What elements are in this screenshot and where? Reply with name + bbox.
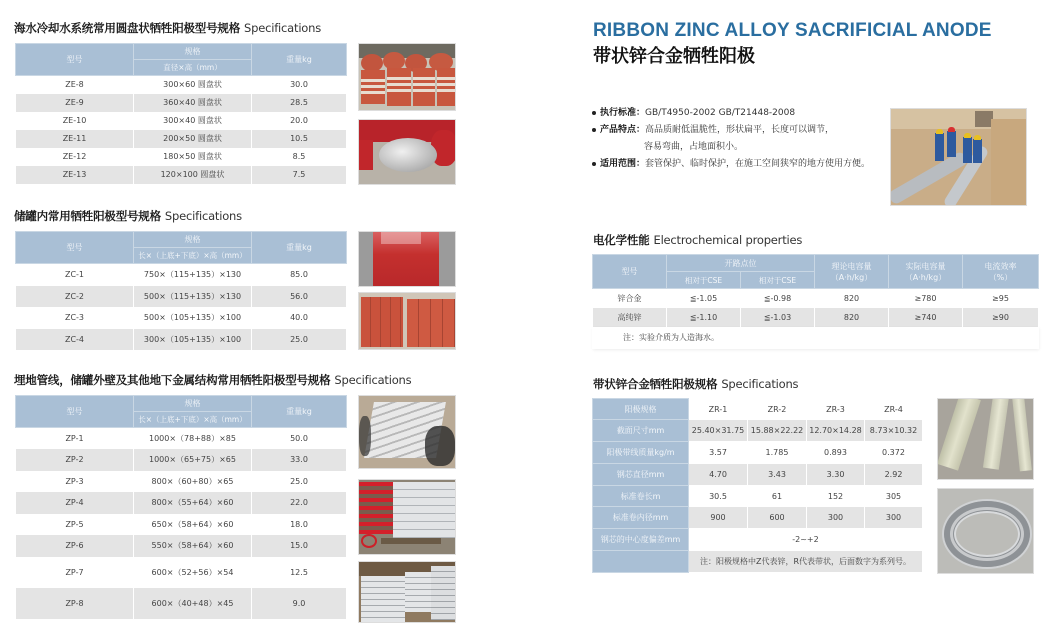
cell-weight: 30.0 <box>252 76 347 94</box>
cell-spec: 180×50 圆盘状 <box>134 148 252 166</box>
header-ocp: 开路点位 <box>667 255 815 272</box>
aluminum-disc-anode-photo <box>358 119 456 185</box>
header-model-zr4: ZR-4 <box>865 399 923 420</box>
cell-model: ZE-11 <box>16 130 134 148</box>
row-label: 截面尺寸mm <box>593 420 689 442</box>
feature-list <box>592 105 870 173</box>
cell-ocp-b: ≦-0.98 <box>741 289 815 308</box>
cell-weight: 8.5 <box>252 148 347 166</box>
section-title-tank-anodes <box>14 208 242 224</box>
cell: 305 <box>865 486 923 507</box>
cell-spec: 600×（40+48）×45 <box>134 588 252 619</box>
zinc-anodes-with-red-cables-photo <box>358 479 456 555</box>
cell-model: ZC-3 <box>16 307 134 329</box>
section-title-cn: 储罐内常用牺牲阳极型号规格 <box>14 209 161 223</box>
feature-characteristics <box>592 122 870 139</box>
stacked-red-disc-anodes-photo <box>358 43 456 111</box>
cell: 0.372 <box>865 442 923 464</box>
feature-standard <box>592 105 870 122</box>
section-title-cn: 埋地管线，储罐外壁及其他地下金属结构常用牺牲阳极型号规格 <box>14 373 331 387</box>
table-row <box>16 492 347 514</box>
section-title-cn: 带状锌合金牺牲阳极规格 <box>593 377 718 391</box>
table-note-row <box>593 551 923 573</box>
cell-model: ZE-12 <box>16 148 134 166</box>
cell: 152 <box>807 486 865 507</box>
feature-characteristics-cont <box>592 139 870 156</box>
cell-spec: 1000×（78+88）×85 <box>134 428 252 449</box>
header-spec-sub: 长×（上底+下底）×高（mm） <box>134 248 252 264</box>
section-title-en: Specifications <box>164 209 242 223</box>
table-note-row <box>593 327 1039 349</box>
cell-deviation: -2~+2 <box>689 529 923 551</box>
cell-spec: 800×（60+80）×65 <box>134 471 252 492</box>
feature-value: 容易弯曲，占地面积小。 <box>644 142 744 152</box>
bullet-icon <box>592 162 596 166</box>
cell-model: ZP-3 <box>16 471 134 492</box>
header-label: 理论电容量 <box>831 261 872 271</box>
cell-efficiency: ≥95 <box>963 289 1039 308</box>
header-weight: 重量kg <box>252 232 347 264</box>
buried-anode-spec-table <box>15 395 347 619</box>
table-row <box>16 329 347 350</box>
cell-model: ZC-2 <box>16 286 134 307</box>
table-row <box>593 507 923 529</box>
row-label-empty <box>593 551 689 573</box>
table-row <box>16 535 347 557</box>
cell: 12.70×14.28 <box>807 420 865 442</box>
table-row <box>16 514 347 535</box>
cell-actual: ≥740 <box>889 308 963 327</box>
cell-spec: 360×40 圆盘状 <box>134 94 252 112</box>
header-model: 型号 <box>593 255 667 289</box>
header-label: 电流效率 <box>984 261 1017 271</box>
cell-weight: 22.0 <box>252 492 347 514</box>
cell-spec: 500×（115+135）×130 <box>134 286 252 307</box>
cell-weight: 18.0 <box>252 514 347 535</box>
cell-weight: 25.0 <box>252 471 347 492</box>
section-title-disc-anodes <box>14 20 321 36</box>
stacked-zinc-anodes-with-cables-photo <box>358 395 456 469</box>
table-note: 注：阳极规格中Z代表锌，R代表带状，后面数字为系列号。 <box>689 551 923 573</box>
header-ocp-b: 相对于CSE <box>741 272 815 289</box>
header-spec: 规格 <box>134 232 252 248</box>
cell-spec: 200×50 圆盘状 <box>134 130 252 148</box>
cell-model: ZP-6 <box>16 535 134 557</box>
cell: 4.70 <box>689 464 748 486</box>
section-title-en: Electrochemical properties <box>653 233 803 247</box>
header-spec-sub: 长×（上底+下底）×高（mm） <box>134 412 252 428</box>
product-title-cn: 带状锌合金牺牲阳极 <box>593 46 755 67</box>
cell-model: ZE-9 <box>16 94 134 112</box>
table-row <box>16 148 347 166</box>
table-row <box>16 112 347 130</box>
header-unit: （A·h/kg） <box>830 272 873 282</box>
cell-spec: 300×60 圆盘状 <box>134 76 252 94</box>
row-label: 钢芯直径mm <box>593 464 689 486</box>
table-row <box>593 420 923 442</box>
cell-weight: 10.5 <box>252 130 347 148</box>
cell-weight: 40.0 <box>252 307 347 329</box>
feature-key: 执行标准： <box>600 108 646 118</box>
cell-weight: 33.0 <box>252 449 347 471</box>
cell-weight: 7.5 <box>252 166 347 184</box>
product-title-en: RIBBON ZINC ALLOY SACRIFICIAL ANODE <box>593 20 992 41</box>
header-theoretical-capacity <box>815 255 889 289</box>
cell: 8.73×10.32 <box>865 420 923 442</box>
table-row <box>593 289 1039 308</box>
table-row <box>593 529 923 551</box>
header-actual-capacity <box>889 255 963 289</box>
table-row <box>593 486 923 507</box>
feature-value: 套管保护、临时保护，在施工空间狭窄的地方使用方便。 <box>645 159 871 169</box>
cell-theoretical: 820 <box>815 289 889 308</box>
ribbon-anode-bars-photo <box>937 398 1034 480</box>
header-label: 实际电容量 <box>905 261 946 271</box>
table-row <box>16 166 347 184</box>
cell-weight: 28.5 <box>252 94 347 112</box>
header-unit: （%） <box>988 272 1013 282</box>
cell-model: ZE-13 <box>16 166 134 184</box>
table-row <box>16 557 347 588</box>
header-weight: 重量kg <box>252 44 347 76</box>
cell-spec: 1000×（65+75）×65 <box>134 449 252 471</box>
cell-spec: 500×（105+135）×100 <box>134 307 252 329</box>
section-title-cn: 海水冷却水系统常用圆盘状牺牲阳极型号规格 <box>14 21 240 35</box>
cell-weight: 12.5 <box>252 557 347 588</box>
header-spec: 规格 <box>134 396 252 412</box>
table-row <box>16 449 347 471</box>
feature-key: 产品特点： <box>600 125 646 135</box>
cell-weight: 56.0 <box>252 286 347 307</box>
table-row <box>593 308 1039 327</box>
cell-model: ZE-10 <box>16 112 134 130</box>
cell-model: ZP-2 <box>16 449 134 471</box>
cell: 61 <box>748 486 807 507</box>
table-row <box>16 264 347 286</box>
table-header-row <box>593 399 923 420</box>
cell-weight: 50.0 <box>252 428 347 449</box>
cell-actual: ≥780 <box>889 289 963 308</box>
bullet-icon <box>592 128 596 132</box>
header-model: 型号 <box>16 44 134 76</box>
row-label: 钢芯的中心度偏差mm <box>593 529 689 551</box>
header-spec-sub: 直径×高（mm） <box>134 60 252 76</box>
table-note: 注：实验介质为人造海水。 <box>593 327 1039 349</box>
table-row <box>16 588 347 619</box>
feature-value: GB/T4950-2002 GB/T21448-2008 <box>645 108 796 118</box>
tank-anode-spec-table <box>15 231 347 350</box>
feature-key: 适用范围： <box>600 159 646 169</box>
header-weight: 重量kg <box>252 396 347 428</box>
header-model-zr1: ZR-1 <box>689 399 748 420</box>
table-row <box>16 307 347 329</box>
cell-efficiency: ≥90 <box>963 308 1039 327</box>
cell-model: 锌合金 <box>593 289 667 308</box>
section-title-en: Specifications <box>334 373 412 387</box>
cell-spec: 300×（105+135）×100 <box>134 329 252 350</box>
electrochemical-properties-table <box>592 254 1039 349</box>
table-row <box>16 76 347 94</box>
header-anode-spec: 阳极规格 <box>593 399 689 420</box>
cell: 3.30 <box>807 464 865 486</box>
cell-spec: 800×（55+64）×60 <box>134 492 252 514</box>
table-row <box>593 464 923 486</box>
cell-weight: 9.0 <box>252 588 347 619</box>
cell-spec: 650×（58+64）×60 <box>134 514 252 535</box>
header-unit: （A·h/kg） <box>904 272 947 282</box>
row-label: 标准卷长m <box>593 486 689 507</box>
section-title-cn: 电化学性能 <box>593 233 650 247</box>
cell-spec: 300×40 圆盘状 <box>134 112 252 130</box>
cell-model: ZP-4 <box>16 492 134 514</box>
section-title-electrochemical <box>593 232 802 248</box>
cell: 3.57 <box>689 442 748 464</box>
palletized-zinc-anodes-photo <box>358 561 456 623</box>
header-current-efficiency <box>963 255 1039 289</box>
cell: 3.43 <box>748 464 807 486</box>
cell: 2.92 <box>865 464 923 486</box>
cell-weight: 20.0 <box>252 112 347 130</box>
cell: 900 <box>689 507 748 529</box>
ribbon-anode-coil-photo <box>937 488 1034 574</box>
cell: 300 <box>865 507 923 529</box>
cell-weight: 85.0 <box>252 264 347 286</box>
cell-model: ZC-1 <box>16 264 134 286</box>
cell-ocp-a: ≦-1.05 <box>667 289 741 308</box>
row-label: 阳极带线质量kg/m <box>593 442 689 464</box>
table-row <box>16 130 347 148</box>
table-row <box>16 471 347 492</box>
feature-value: 高品质耐低温脆性，形状扁平，长度可以调节， <box>645 125 835 135</box>
cell-model: 高纯锌 <box>593 308 667 327</box>
cell: 15.88×22.22 <box>748 420 807 442</box>
cell-model: ZP-1 <box>16 428 134 449</box>
cell-spec: 750×（115+135）×130 <box>134 264 252 286</box>
cell: 25.40×31.75 <box>689 420 748 442</box>
section-title-buried-anodes <box>14 372 411 388</box>
cell-model: ZP-8 <box>16 588 134 619</box>
table-row <box>16 286 347 307</box>
section-title-ribbon-spec <box>593 376 798 392</box>
cell: 1.785 <box>748 442 807 464</box>
cell-model: ZE-8 <box>16 76 134 94</box>
feature-application <box>592 156 870 173</box>
red-bar-anodes-photo <box>358 231 456 287</box>
cell-model: ZP-5 <box>16 514 134 535</box>
cell-weight: 25.0 <box>252 329 347 350</box>
header-model: 型号 <box>16 396 134 428</box>
cell: 0.893 <box>807 442 865 464</box>
cell-ocp-b: ≦-1.03 <box>741 308 815 327</box>
row-label: 标准卷内径mm <box>593 507 689 529</box>
header-ocp-a: 相对于CSE <box>667 272 741 289</box>
cell: 30.5 <box>689 486 748 507</box>
cell-spec: 120×100 圆盘状 <box>134 166 252 184</box>
cell-ocp-a: ≦-1.10 <box>667 308 741 327</box>
cell-weight: 15.0 <box>252 535 347 557</box>
cell: 300 <box>807 507 865 529</box>
section-title-en: Specifications <box>721 377 799 391</box>
cell-spec: 600×（52+56）×54 <box>134 557 252 588</box>
cell-theoretical: 820 <box>815 308 889 327</box>
ribbon-anode-spec-table <box>592 398 923 573</box>
cell-model: ZP-7 <box>16 557 134 588</box>
section-title-en: Specifications <box>244 21 322 35</box>
pipeline-trench-workers-photo <box>890 108 1027 206</box>
cell-spec: 550×（58+64）×60 <box>134 535 252 557</box>
disc-anode-spec-table <box>15 43 347 184</box>
table-row <box>16 428 347 449</box>
header-model: 型号 <box>16 232 134 264</box>
bullet-icon <box>592 111 596 115</box>
red-anode-blocks-photo <box>358 292 456 350</box>
header-spec: 规格 <box>134 44 252 60</box>
cell-model: ZC-4 <box>16 329 134 350</box>
cell: 600 <box>748 507 807 529</box>
header-model-zr2: ZR-2 <box>748 399 807 420</box>
header-model-zr3: ZR-3 <box>807 399 865 420</box>
table-row <box>593 442 923 464</box>
table-row <box>16 94 347 112</box>
